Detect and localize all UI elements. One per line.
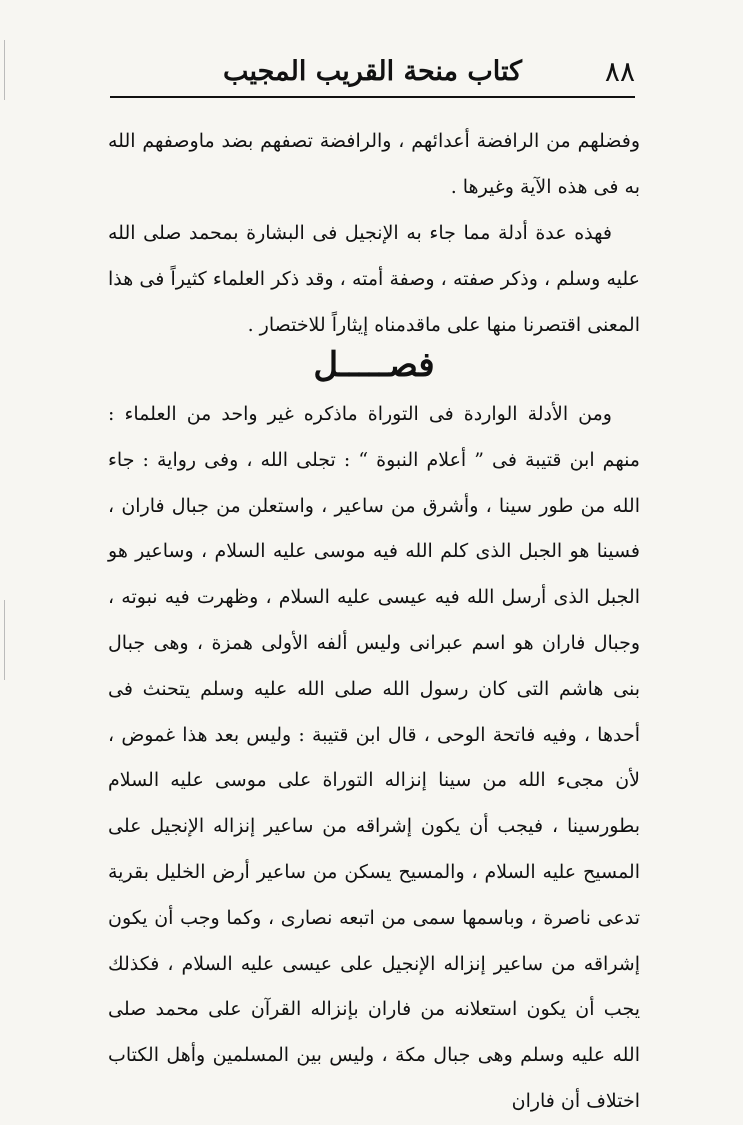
- book-title: كتاب منحة القريب المجيب: [222, 56, 523, 87]
- scan-edge-mark: [4, 40, 5, 100]
- intro-text: [108, 118, 640, 348]
- header-rule: [110, 96, 635, 98]
- intro-paragraph: وفضلهم من الرافضة أعدائهم ، والرافضة تصفهم بضد ماوصفهم الله به فى هذه الآية وغيرها .: [108, 130, 640, 198]
- running-header: [110, 48, 635, 96]
- section-paragraph: ومن الأدلة الواردة فى التوراة ماذكره غير واحد من العلماء : منهم ابن قتيبة فى ” أعلام النبوة “ : تجلى الله ، وفى رواية : جاء الله من طور سينا ، وأشرق من ساعير ، واستعلن من جبال فاران ، فسينا هو الجبل الذى كلم الله فيه موسى عليه السلام ، وساعير هو الجبل الذى أرسل الله فيه عيسى عليه السلام ، وظهرت فيه نبوته ، وجبال فاران هو اسم عبرانى وليس ألفه الأولى همزة ، وهى جبال بنى هاشم التى كان رسول الله صلى الله عليه وسلم يتحنث فى أحدها ، وفيه فاتحة الوحى ، قال ابن قتيبة : وليس بعد هذا غموض ، لأن مجىء الله من سينا إنزاله التوراة على موسى عليه السلام بطورسينا ، فيجب أن يكون إشراقه من ساعير إنزاله الإنجيل على المسيح عليه السلام ، والمسيح يسكن من ساعير أرض الخليل بقرية تدعى ناصرة ، وباسمها سمى من اتبعه نصارى ، وكما وجب أن يكون إشراقه من ساعير إنزاله الإنجيل على عيسى عليه السلام ، فكذلك يجب أن يكون استعلانه من فاران بإنزاله القرآن على محمد صلى الله عليه وسلم وهى جبال مكة ، وليس بين المسلمين وأهل الكتاب اختلاف أن فاران: [108, 403, 641, 1112]
- section-heading: فصـــــل: [313, 345, 435, 385]
- page-number: ٨٨: [604, 55, 635, 88]
- section-text: [108, 392, 640, 1125]
- scan-edge-mark: [4, 600, 5, 680]
- intro-paragraph: فهذه عدة أدلة مما جاء به الإنجيل فى البشارة بمحمد صلى الله عليه وسلم ، وذكر صفته ، وصفة أمته ، وقد ذكر العلماء كثيراً فى هذا المعنى اقتصرنا منها على ماقدمناه إيثاراً للاختصار .: [108, 222, 640, 336]
